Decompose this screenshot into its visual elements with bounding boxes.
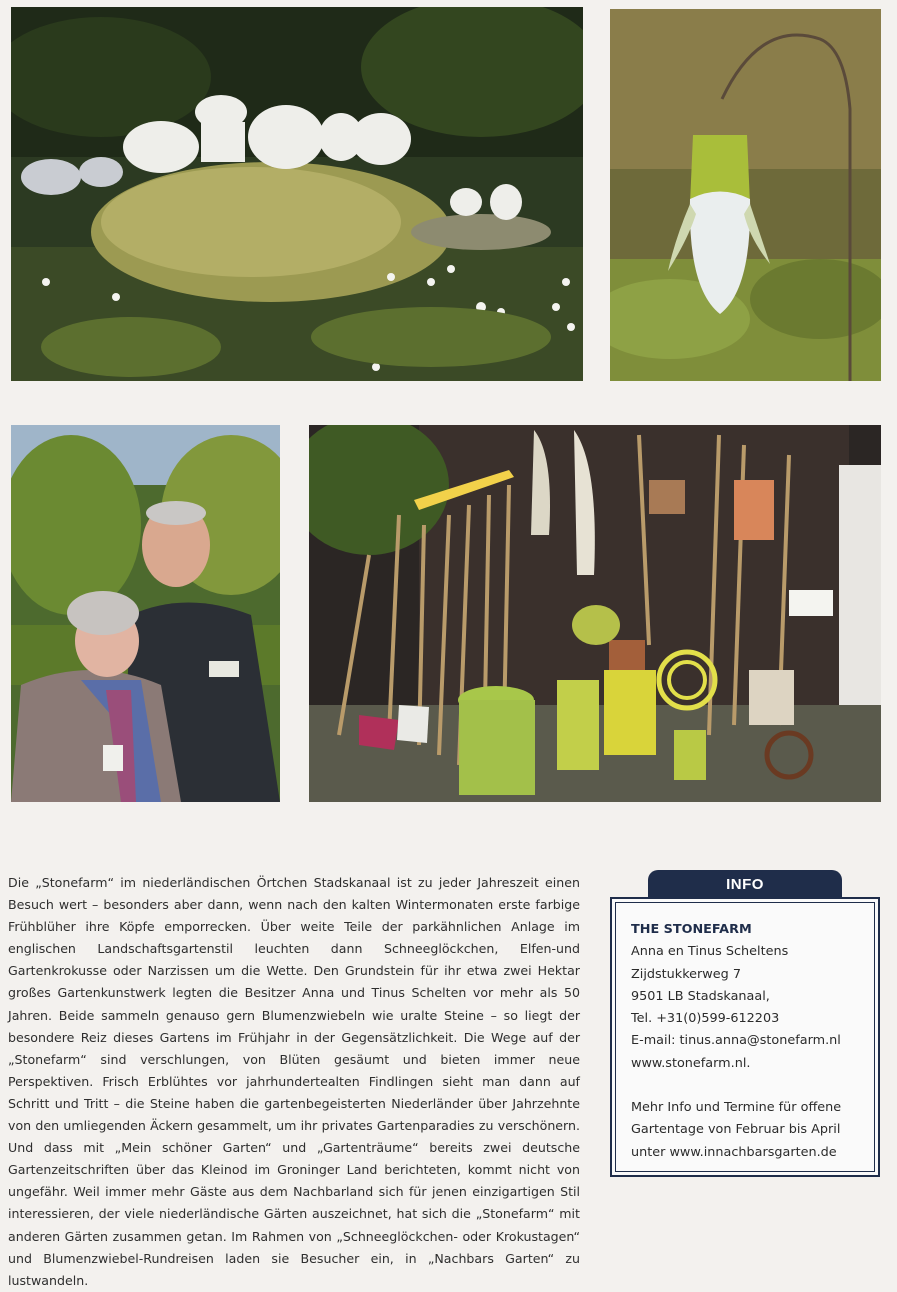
photo-owners-couple <box>11 425 280 802</box>
venue-name: THE STONEFARM <box>631 922 752 937</box>
info-spacer <box>631 1075 860 1097</box>
info-tab-heading: INFO <box>648 870 842 900</box>
phone-line: Tel. +31(0)599-612203 <box>631 1011 780 1027</box>
email-line: E-mail: tinus.anna@stonefarm.nl <box>631 1033 841 1049</box>
more-info-line-2: Gartentage von Februar bis April <box>631 1122 841 1138</box>
photo-garden-tools <box>309 425 881 802</box>
info-box <box>610 897 880 1177</box>
photo-snowdrop-sculpture <box>610 9 881 381</box>
owners-line: Anna en Tinus Scheltens <box>631 944 789 960</box>
photo-teapots-on-boulder <box>11 7 583 381</box>
street-line: Zijdstukkerweg 7 <box>631 966 741 982</box>
article-paragraph: Die „Stonefarm“ im niederländischen Örtchen Stadskanaal ist zu jeder Jahreszeit einen Besuch wert – besonders aber dann, wenn nach den kalten Wintermonaten erste farbige Frühblüher ihre Köpfe emporrecken. Über weite Teile der parkähnlichen Anlage im englischen Landschaftsgartenstil leuchten dann Schneeglöckchen, Elfen-und Gartenkrokusse oder Narzissen um die Wette. Den Grundstein für ihr etwa zwei Hektar großes Gartenkunstwerk legten die Besitzer Anna und Tinus Schelten vor mehr als 50 Jahren. Beide sammeln genauso gern Blumenzwiebeln wie uralte Steine – so liegt der besondere Reiz dieses Gartens im Frühjahr in der Gegensätzlichkeit. Die Wege auf der „Stonefarm“ sind verschlungen, von Blüten gesäumt und bieten immer neue Perspektiven. Frisch Erblühtes vor jahrhundertealten Findlingen sieht man dann auf Schritt und Tritt – die Steine haben die gartenbegeisterten Niederländer über Jahrzehnte von den umliegenden Äckern gesammelt, um ihr privates Gartenparadies zu verschönern. Und dass mit „Mein schöner Garten“ und „Gartenträume“ bereits zwei deutsche Gartenzeitschriften über das Kleinod im Groninger Land berichteten, kommt nicht von ungefähr. Weil immer mehr Gäste aus dem Nachbarland sich für jenen einzigartigen Stil interessieren, der viele niederländische Gärten auszeichnet, hat sich die „Stonefarm“ mit anderen Gärten zusammen getan. Im Rahmen von „Schneeglöckchen- oder Krokustagen“ und Blumenzwiebel-Rundreisen laden sie Besucher ein, in „Nachbars Garten“ zu lustwandeln. <box>8 875 580 1288</box>
city-line: 9501 LB Stadskanaal, <box>631 988 770 1004</box>
more-info-line-1: Mehr Info und Termine für offene <box>631 1100 842 1116</box>
more-info-line-3: unter www.innachbarsgarten.de <box>631 1144 837 1160</box>
website-line: www.stonefarm.nl. <box>631 1055 751 1071</box>
article-body <box>8 872 580 1292</box>
